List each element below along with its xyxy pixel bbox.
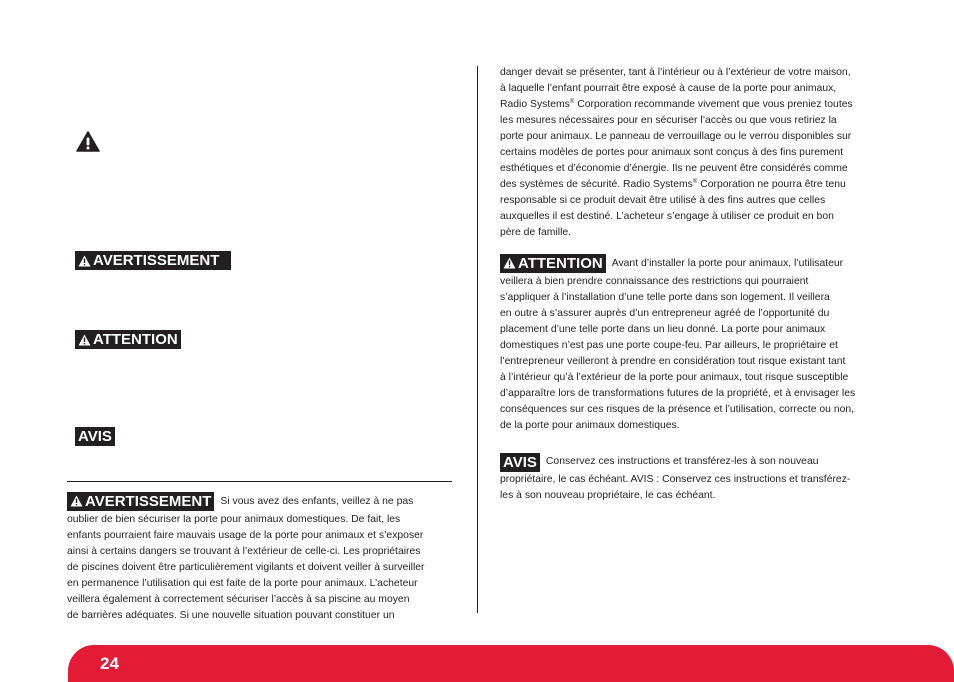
paragraph-line: responsable si ce produit devait être utilisé à des fins autres que celles bbox=[500, 195, 826, 206]
paragraph-line: de barrières adéquates. Si une nouvelle situation pouvant constituer un bbox=[67, 610, 395, 621]
paragraph-line: propriétaire, le cas échéant. AVIS : Conservez ces instructions et transférez- bbox=[500, 474, 851, 485]
avertissement-label-text: AVERTISSEMENT bbox=[85, 492, 212, 510]
paragraph-line: certains modèles de portes pour animaux sont conçus à des fins purement bbox=[500, 147, 844, 158]
warning-triangle-icon bbox=[78, 334, 91, 346]
paragraph-line: s’appliquer à l’installation d’une telle porte dans son logement. Il veillera bbox=[500, 292, 830, 303]
paragraph-text: Radio Systems bbox=[500, 99, 570, 110]
attention-label bbox=[75, 330, 181, 349]
paragraph-line: conséquences sur ces risques de la présence et l’utilisation, correcte ou non, bbox=[500, 404, 855, 415]
paragraph-line: à laquelle l’enfant pourrait être exposé à cause de la porte pour animaux, bbox=[500, 83, 837, 94]
paragraph-line: domestiques n’est pas une porte coupe-feu. Par ailleurs, le propriétaire et bbox=[500, 340, 838, 351]
paragraph-text: Si vous avez des enfants, veillez à ne pas bbox=[220, 496, 414, 507]
avis-label bbox=[500, 453, 540, 472]
column-divider bbox=[477, 66, 478, 613]
paragraph-line: de piscines doivent être particulièrement vigilants et doivent veiller à surveiller bbox=[67, 562, 425, 573]
paragraph-line: esthétiques et d’économie d’énergie. Ils ne peuvent être considérés comme bbox=[500, 163, 848, 174]
paragraph-line: ainsi à certains dangers se trouvant à l’extérieur de celle-ci. Les propriétaires bbox=[67, 546, 421, 557]
warning-triangle-icon bbox=[78, 255, 91, 267]
attention-label bbox=[500, 254, 606, 273]
footer-bar bbox=[68, 645, 954, 682]
avis-label-text: AVIS bbox=[78, 428, 112, 445]
left-paragraph bbox=[67, 491, 425, 624]
paragraph-line: porte pour animaux. Le panneau de verrouillage ou le verrou disponibles sur bbox=[500, 131, 852, 142]
paragraph-line bbox=[500, 451, 850, 472]
paragraph-text: Avant d’installer la porte pour animaux, l’utilisateur bbox=[611, 258, 844, 269]
paragraph-text: Corporation recommande vivement que vous preniez toutes bbox=[577, 99, 853, 110]
paragraph-line bbox=[500, 253, 855, 274]
paragraph-line: les mesures nécessaires pour en sécuriser l’accès ou que vous retiriez la bbox=[500, 115, 837, 126]
paragraph-line: auxquelles il est destiné. L’acheteur s’engage à utiliser ce produit en bon bbox=[500, 211, 834, 222]
paragraph-line bbox=[500, 97, 853, 113]
paragraph-text: Corporation ne pourra être tenu bbox=[700, 179, 846, 190]
paragraph-line: enfants pourraient faire mauvais usage de la porte pour animaux et s’exposer bbox=[67, 530, 424, 541]
paragraph-line: oublier de bien sécuriser la porte pour animaux domestiques. De fait, les bbox=[67, 514, 401, 525]
paragraph-line: à l’intérieur qu’à l’extérieur de la porte pour animaux, tout risque susceptible bbox=[500, 372, 849, 383]
page-number: 24 bbox=[100, 654, 119, 673]
registered-mark: ® bbox=[569, 99, 575, 105]
avis-label-text: AVIS bbox=[503, 454, 537, 471]
paragraph-line: veillera également à correctement sécuriser l’accès à sa piscine au moyen bbox=[67, 594, 410, 605]
paragraph-line: placement d’une telle porte dans un lieu donné. La porte pour animaux bbox=[500, 324, 826, 335]
avis-label bbox=[75, 427, 115, 446]
registered-mark: ® bbox=[692, 179, 698, 185]
attention-paragraph bbox=[500, 253, 855, 434]
paragraph-line: de la porte pour animaux domestiques. bbox=[500, 420, 680, 431]
paragraph-line: en outre à s’assurer auprès d’un entrepreneur agréé de l’opportunité du bbox=[500, 308, 830, 319]
warning-triangle-icon bbox=[76, 131, 100, 152]
right-paragraph-continuation bbox=[500, 65, 853, 241]
paragraph-line: l’entrepreneur veilleront à prendre en considération tout risque existant tant bbox=[500, 356, 846, 367]
paragraph-line: en permanence l’utilisation qui est faite de la porte pour animaux. L’acheteur bbox=[67, 578, 418, 589]
paragraph-line: les à son nouveau propriétaire, le cas échéant. bbox=[500, 490, 716, 501]
warning-triangle-icon bbox=[503, 257, 516, 269]
paragraph-line bbox=[500, 177, 853, 193]
attention-label-text: ATTENTION bbox=[93, 331, 178, 348]
paragraph-text: des systèmes de sécurité. Radio Systems bbox=[500, 179, 693, 190]
attention-label-text: ATTENTION bbox=[518, 254, 603, 272]
paragraph-line: veillera à bien prendre connaissance des restrictions qui pourraient bbox=[500, 276, 809, 287]
avertissement-label-text: AVERTISSEMENT bbox=[93, 252, 220, 269]
avertissement-label bbox=[67, 492, 214, 511]
paragraph-line bbox=[67, 491, 425, 512]
paragraph-line: d’apparaître lors de transformations futures de la propriété, et à envisager les bbox=[500, 388, 856, 399]
avis-paragraph bbox=[500, 451, 850, 504]
avertissement-label bbox=[75, 251, 231, 270]
paragraph-line: danger devait se présenter, tant à l’intérieur ou à l’extérieur de votre maison, bbox=[500, 67, 851, 78]
paragraph-line: père de famille. bbox=[500, 227, 572, 238]
warning-triangle-icon bbox=[70, 495, 83, 507]
section-divider bbox=[67, 481, 452, 482]
paragraph-text: Conservez ces instructions et transférez-les à son nouveau bbox=[545, 456, 819, 467]
